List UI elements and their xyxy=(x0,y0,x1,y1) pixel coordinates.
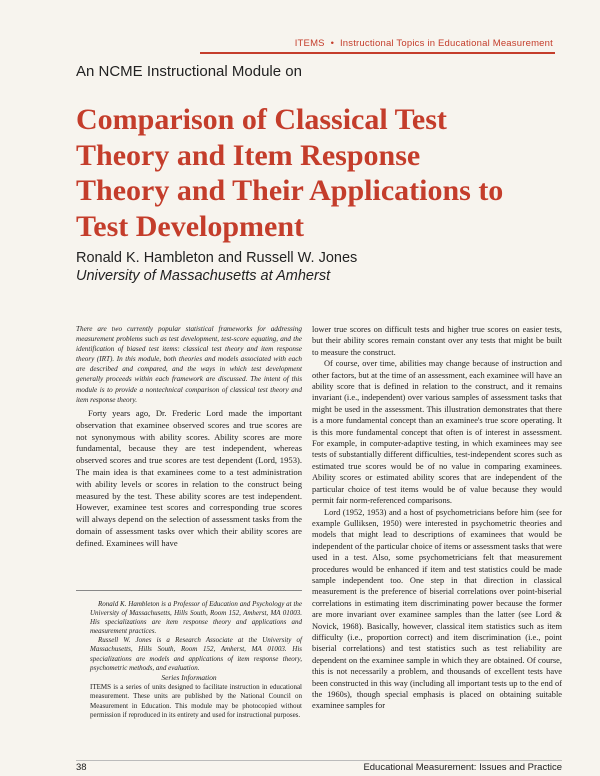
body-paragraph: Lord (1952, 1953) and a host of psychometricians before him (see for example Gulliksen, 1950) were interested in psychometric theories and models that might lead to descriptions of examinees that would be independent of the particular choice of items or assessment tasks that were used in a test. Also, some psychometricians felt that measurement procedures would be enhanced if item and test statistics could be made sample independent too. One step in that direction in classical measurement is the preference of biserial correlations over point-biserial correlations in estimating item discriminating power because the former are more invariant over examinee samples than the latter (see Lord & Novick, 1968). Basically, however, classical item statistics such as item difficulty (i.e., proportion correct) and item discrimination (i.e., point biserial correlations) and test statistics such as test reliability are dependent on the examinee sample in which they are obtained. Of course, this is not necessarily a problem, and thousands of excellent tests have been constructed in this way (including all important tests up to the end of the 1960s), though special emphasis is placed on obtaining suitable examinee samples for xyxy=(312,507,563,711)
abstract-text: There are two currently popular statistical frameworks for addressing measurement problems such as test development, test-score equating, and the identification of biased test items: classical test theory and item response theory (IRT). In this module, both theories and models associated with each are described and compared, and the ways in which test development generally proceeds within each framework are discussed. The intent of this module is to provide a nontechnical comparison of classical test theory and item response theory. xyxy=(76,325,302,404)
series-header xyxy=(295,38,553,49)
series-info-text: ITEMS is a series of units designed to facilitate instruction in educational measurement. These units are published by the National Council on Measurement in Education. This module may be photocopied without permission if reproduced in its entirety and used for instructional purposes. xyxy=(90,683,302,719)
title-line: Test Development xyxy=(76,209,305,243)
title-line: Theory and Their Applications to xyxy=(76,174,504,207)
title-line: Comparison of Classical Test xyxy=(76,103,447,136)
body-left-column xyxy=(76,408,302,550)
footnote-divider xyxy=(76,590,302,591)
footer-divider xyxy=(76,760,562,761)
series-prefix: ITEMS xyxy=(294,38,325,49)
body-paragraph: Of course, over time, abilities may change because of instruction and other factors, but at the time of an assessment, each examinee will have an ability score that is defined in relation to the construct, and it remains invariant (i.e., independent) over various samples of assessment tasks that might be used in the assessment. This illustration demonstrates that there is a more fundamental concept than an examinee's true score operating. It is this more fundamental concept that often is of interest in assessment. For example, in computer-adaptive testing, in which examinees may see tests of substantially different difficulties, test-independent scores such as estimated true scores would be of no value in comparing examinees. Ability scores or estimated ability scores that are independent of the particular choice of test items would be of value because they would permit fair norm-referenced comparisons. xyxy=(312,359,562,506)
module-label: An NCME Instructional Module on xyxy=(76,63,302,80)
series-name: Instructional Topics in Educational Measurement xyxy=(339,38,553,49)
author-bio: Russell W. Jones is a Research Associate at the University of Massachusetts, Hills South, Room 152, Amherst, MA 01003. His specializations are models and applications of item response theory, psychometric methods, and evaluation. xyxy=(90,636,302,672)
body-paragraph: Forty years ago, Dr. Frederic Lord made the important observation that examinee observed scores and true scores are not synonymous with ability scores. Ability scores are more fundamental, because they are test independent, whereas observed scores and true scores are test dependent (Lord, 1953). The main idea is that examinees come to a test administration with ability levels or scores in relation to the construct being measured by the test. These ability scores are test independent. However, examinee test scores and corresponding true scores will always depend on the selection of assessment tasks from the domain of assessment tasks over which their ability scores are defined. Examinees will have xyxy=(76,408,302,548)
page-number: 38 xyxy=(76,762,87,773)
title-line: Theory and Item Response xyxy=(76,138,421,172)
body-paragraph: lower true scores on difficult tests and higher true scores on easier tests, but their ability scores remain constant over any tests that might be built to measure the construct. xyxy=(312,325,562,357)
series-info xyxy=(90,683,302,720)
author-bios xyxy=(90,600,302,673)
series-header-bar xyxy=(200,38,555,54)
affiliation: University of Massachusetts at Amherst xyxy=(76,268,331,284)
series-info-title: Series Information xyxy=(161,673,217,682)
journal-name: Educational Measurement: Issues and Practice xyxy=(363,762,562,773)
series-bullet: • xyxy=(330,38,335,49)
body-right-column xyxy=(312,324,562,712)
authors: Ronald K. Hambleton and Russell W. Jones xyxy=(76,250,358,266)
author-bio: Ronald K. Hambleton is a Professor of Education and Psychology at the University of Massachusetts, Hills South, Room 152, Amherst, MA 01003. His specializations are item response theory and applications and measurement practices. xyxy=(90,600,302,636)
abstract xyxy=(76,324,302,405)
article-title xyxy=(76,102,576,244)
